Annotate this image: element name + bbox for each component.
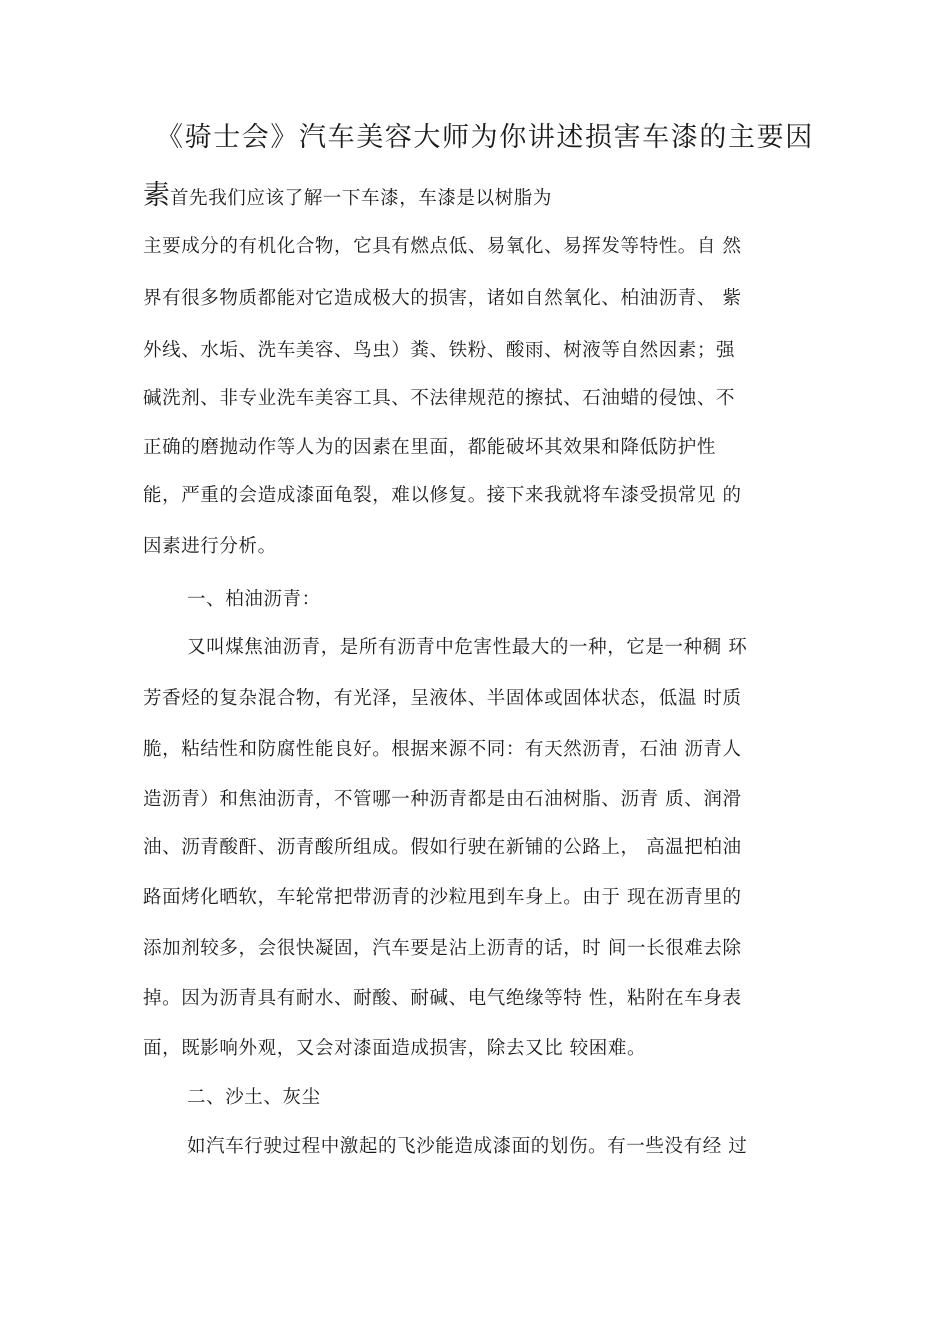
body-line: 外线、水垢、洗车美容、鸟虫）粪、铁粉、酸雨、树液等自然因素；强 [143, 340, 736, 361]
body-line: 面，既影响外观，又会对漆面造成损害，除去又比 较困难。 [143, 1038, 647, 1059]
body-line: 主要成分的有机化合物，它具有燃点低、易氧化、易挥发等特性。自 然 [143, 236, 742, 257]
body-line: 造沥青）和焦油沥青，不管哪一种沥青都是由石油树脂、沥青 质、润滑 [143, 789, 742, 810]
body-line: 又叫煤焦油沥青，是所有沥青中危害性最大的一种，它是一种稠 环 [187, 637, 748, 658]
body-line: 能，严重的会造成漆面龟裂，难以修复。接下来我就将车漆受损常见 的 [143, 485, 742, 506]
title-tail: 素 [143, 180, 170, 211]
title-continuation-line [143, 176, 843, 219]
section-heading: 一、柏油沥青： [187, 589, 321, 610]
document-title: 《骑士会》汽车美容大师为你讲述损害车漆的主要因 [156, 122, 814, 153]
section-heading: 二、沙土、灰尘 [187, 1087, 321, 1108]
body-line: 芳香烃的复杂混合物，有光泽，呈液体、半固体或固体状态，低温 时质 [143, 688, 742, 709]
body-line: 脆，粘结性和防腐性能良好。根据来源不同：有天然沥青，石油 沥青人 [143, 739, 742, 760]
body-line: 如汽车行驶过程中激起的飞沙能造成漆面的划伤。有一些没有经 过 [187, 1136, 748, 1157]
body-line: 碱洗剂、非专业洗车美容工具、不法律规范的擦拭、石油蜡的侵蚀、不 [143, 388, 736, 409]
body-line: 添加剂较多，会很快凝固，汽车要是沾上沥青的话，时 间一长很难去除 [143, 938, 742, 959]
body-line: 界有很多物质都能对它造成极大的损害，诸如自然氧化、柏油沥青、 紫 [143, 288, 742, 309]
body-line: 掉。因为沥青具有耐水、耐酸、耐碱、电气绝缘等特 性，粘附在车身表 [143, 988, 742, 1009]
body-line: 因素进行分析。 [143, 536, 277, 557]
intro-lead: 首先我们应该了解一下车漆，车漆是以树脂为 [170, 188, 553, 209]
body-line: 正确的磨抛动作等人为的因素在里面，都能破坏其效果和降低防护性 [143, 437, 717, 458]
body-line: 油、沥青酸酐、沥青酸所组成。假如行驶在新铺的公路上， 高温把柏油 [143, 837, 742, 858]
body-line: 路面烤化晒软，车轮常把带沥青的沙粒甩到车身上。由于 现在沥青里的 [143, 887, 742, 908]
